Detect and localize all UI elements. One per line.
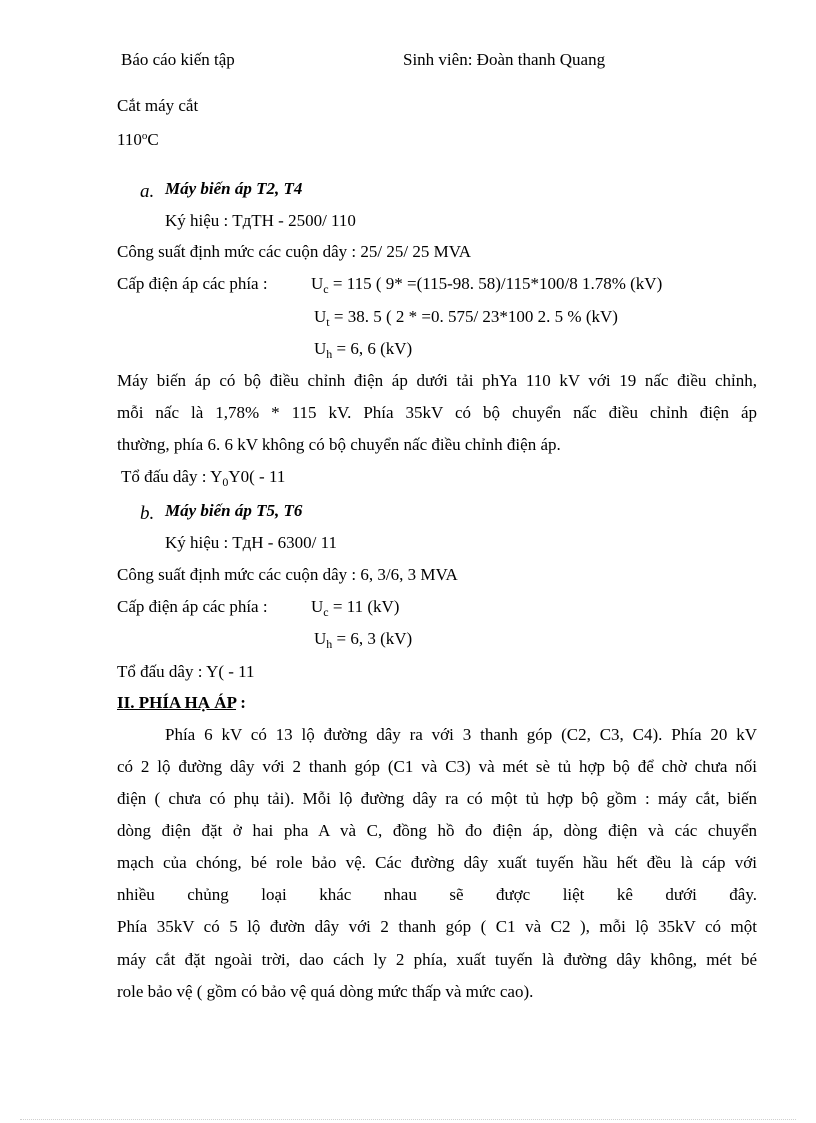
section-a-power: Công suất định mức các cuộn dây : 25/ 25/ 25 MVA [117, 242, 472, 261]
section-a-symbol: Ký hiệu : TдTH - 2500/ 110 [165, 211, 356, 230]
section-a-title: Máy biến áp T2, T4 [165, 179, 303, 198]
section-ii-line-7: Phía 35kV có 5 lộ đườn dây với 2 thanh góp ( C1 và C2 ), mỗi lộ 35kV có một [117, 917, 757, 936]
intro-line: Cắt máy cắt [117, 96, 199, 115]
section-a-voltage-label: Cấp điện áp các phía : [117, 274, 268, 293]
header-right: Sinh viên: Đoàn thanh Quang [403, 50, 606, 69]
section-a-ut: $U_t = 38$. 5 ( 2 * =0. 575/ 23*100 2. 5 % (kV) [314, 307, 618, 329]
section-a-paragraph-line-1: Máy biến áp có bộ điều chỉnh điện áp dưới tải phYa 110 kV với 19 nấc điều chỉnh, [117, 371, 757, 390]
section-b-voltage-label: Cấp điện áp các phía : [117, 597, 268, 616]
section-ii-line-6: nhiều chủng loại khác nhau sẽ được liệt kê dưới đây. [117, 885, 757, 904]
section-a-connection: Tổ đấu dây : $Y_0Y0( - 11$ [121, 467, 286, 489]
page-bottom-rule [20, 1119, 796, 1120]
section-ii-line-4: dòng điện đặt ở hai pha A và C, đồng hồ đo điện áp, dòng điện và các chuyển [117, 821, 757, 840]
section-ii-line-1: Phía 6 kV có 13 lộ đường dây ra với 3 thanh góp (C2, C3, C4). Phía 20 kV [165, 725, 757, 744]
section-ii-line-9: role bảo vệ ( gồm có bảo vệ quá dòng mức thấp và mức cao). [117, 982, 534, 1001]
section-a-marker: a. [140, 181, 155, 202]
section-ii-line-3: điện ( chưa có phụ tải). Mỗi lộ đường dây ra có một tủ hợp bộ gồm : máy cắt, biến [117, 789, 757, 808]
section-b-connection: Tổ đấu dây : Y( - 11 [117, 662, 255, 681]
section-a-paragraph-line-2: mỗi nấc là 1,78% * 115 kV. Phía 35kV có bộ chuyển nấc điều chỉnh điện áp [117, 403, 757, 422]
header-left: Báo cáo kiến tập [121, 50, 235, 69]
section-ii-heading: II. PHÍA HẠ ÁP : [117, 693, 246, 712]
section-b-title: Máy biến áp T5, T6 [165, 501, 303, 520]
section-a-uc: $U_c = 115$ ( 9* =(115-98. 58)/115*100/8 1.78% (kV) [311, 274, 663, 296]
section-ii-line-8: máy cắt đặt ngoài trời, dao cách ly 2 phía, xuất tuyến là đường dây không, mét bé [117, 950, 757, 969]
section-ii-line-5: mạch của chóng, bé role bảo vệ. Các đường dây xuất tuyến hầu hết đều là cáp với [117, 853, 757, 872]
section-ii-line-2: có 2 lộ đường dây với 2 thanh góp (C1 và C3) và mét sè tủ hợp bộ để chờ chưa nối [117, 757, 757, 776]
section-b-symbol: Ký hiệu : TдH - 6300/ 11 [165, 533, 338, 552]
section-a-uh: $U_h = 6$, 6 (kV) [314, 339, 413, 361]
section-b-uc: $U_c = 11$ (kV) [311, 597, 400, 619]
section-b-marker: b. [140, 503, 155, 524]
section-b-uh: $U_h = 6$, 3 (kV) [314, 629, 413, 651]
section-a-paragraph-line-3: thường, phía 6. 6 kV không có bộ chuyển nấc điều chỉnh điện áp. [117, 435, 561, 454]
temperature-line: 110$^o$C [117, 130, 159, 149]
section-b-power: Công suất định mức các cuộn dây : 6, 3/6, 3 MVA [117, 565, 458, 584]
